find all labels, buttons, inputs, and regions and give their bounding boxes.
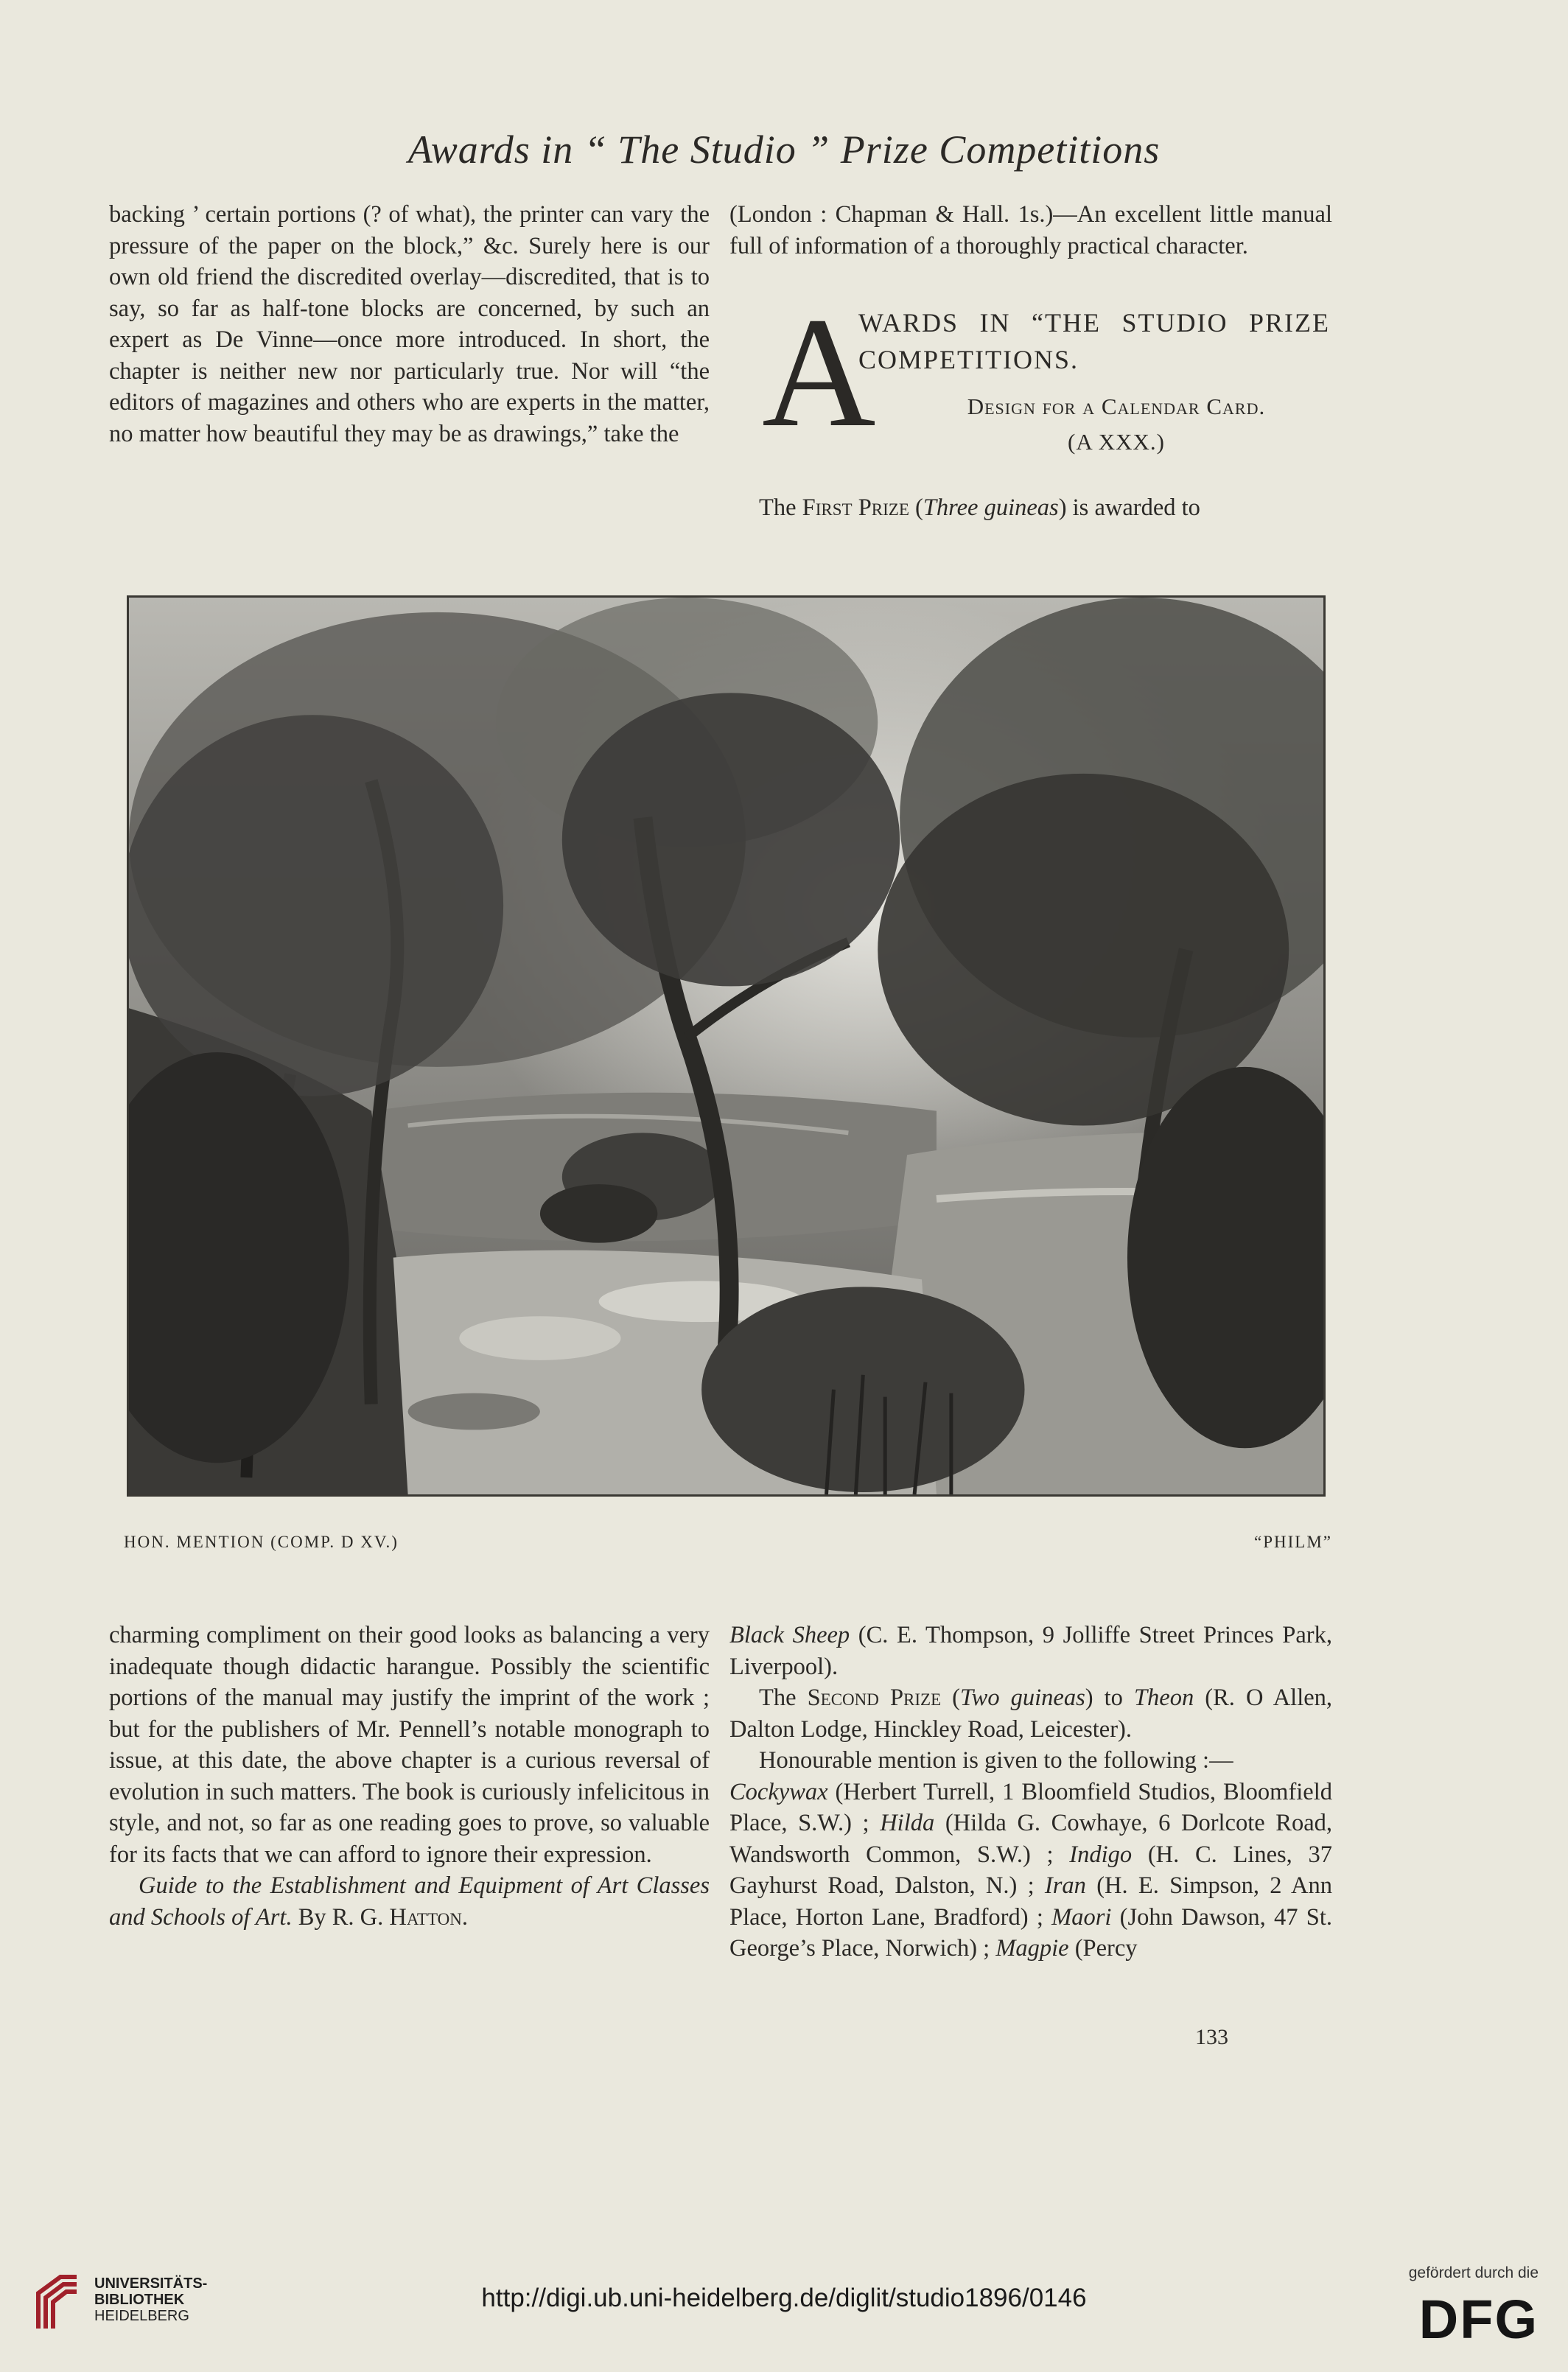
first-prize-winner: Black Sheep (C. E. Thompson, 9 Jolliffe Street Princes Park, Liverpool).	[729, 1622, 1332, 1680]
first-prize-line: The First Prize (Three guineas) is awarded to	[759, 494, 1200, 521]
award-heading	[729, 285, 1332, 492]
book-review-heading: Guide to the Establishment and Equipment of Art Classes and Schools of Art. By R. G. Hatton.	[109, 1872, 710, 1931]
paragraph: charming compliment on their good looks as balancing a very inadequate though didactic harangue. Possibly the scientific portions of the manual may justify the imprint of the work ; but for the publishers of Mr. Pennell’s notable monograph to issue, at this date, the above chapter is a curious reversal of evolution in such matters. The book is curiously infelicitous in style, and not, so far as one reading goes to prove, so valuable for its facts that we can afford to ignore their expression.	[109, 1622, 710, 1868]
award-title: WARDS IN “THE STUDIO PRIZE COMPETITIONS.	[858, 308, 1330, 374]
drop-cap: A	[762, 285, 876, 460]
right-column-bottom	[729, 1620, 1332, 1965]
second-prize-line: The Second Prize (Two guineas) to Theon (R. O Allen, Dalton Lodge, Hinckley Road, Leicester).	[729, 1684, 1333, 1743]
paragraph: backing ’ certain portions (? of what), the printer can vary the pressure of the paper on the block,” &c. Surely here is our own old friend the discredited overlay—discredited, that is to say, so far as half-tone blocks are concerned, by such an expert as De Vinne—once more introduced. In short, the chapter is neither new nor particularly true. Nor will “the editors of magazines and others who are experts in the matter, no matter how beautiful they may be as drawings,” take the	[109, 201, 710, 447]
honourable-mention-list: Cockywax (Herbert Turrell, 1 Bloomfield Studios, Bloomfield Place, S.W.) ; Hilda (Hilda G. Cowhaye, 6 Dorlcote Road, Wandsworth Common, S.W.) ; Indigo (H. C. Lines, 37 Gayhurst Road, Dalston, N.) ; Iran (H. E. Simpson, 2 Ann Place, Horton Lane, Bradford) ; Maori (John Dawson, 47 St. George’s Place, Norwich) ; Magpie (Percy	[729, 1778, 1333, 1962]
left-column-top	[109, 199, 710, 449]
plate-caption-right: “PHILM”	[1254, 1533, 1332, 1551]
award-subtitle: Design for a Calendar Card.	[967, 393, 1266, 419]
library-name: UNIVERSITÄTS- BIBLIOTHEK HEIDELBERG	[94, 2275, 208, 2324]
dfg-logo[interactable]: DFG	[1418, 2289, 1539, 2350]
paragraph: (London : Chapman & Hall. 1s.)—An excellent little manual full of information of a thoroughly practical character.	[729, 201, 1332, 259]
source-url-link[interactable]: http://digi.ub.uni-heidelberg.de/diglit/studio1896/0146	[481, 2284, 1087, 2312]
honourable-mention-intro: Honourable mention is given to the following :—	[759, 1747, 1233, 1774]
plate-caption-left: HON. MENTION (COMP. D XV.)	[124, 1533, 399, 1551]
funding-note: gefördert durch die	[1408, 2264, 1539, 2281]
page-number: 133	[1195, 2025, 1228, 2049]
woodland-stream-photo	[129, 598, 1323, 1494]
running-head: Awards in “ The Studio ” Prize Competitions	[407, 127, 1161, 172]
award-code: (A XXX.)	[1068, 429, 1165, 455]
right-column-top	[729, 199, 1332, 524]
halftone-plate	[127, 595, 1326, 1497]
left-column-bottom	[109, 1620, 710, 1933]
